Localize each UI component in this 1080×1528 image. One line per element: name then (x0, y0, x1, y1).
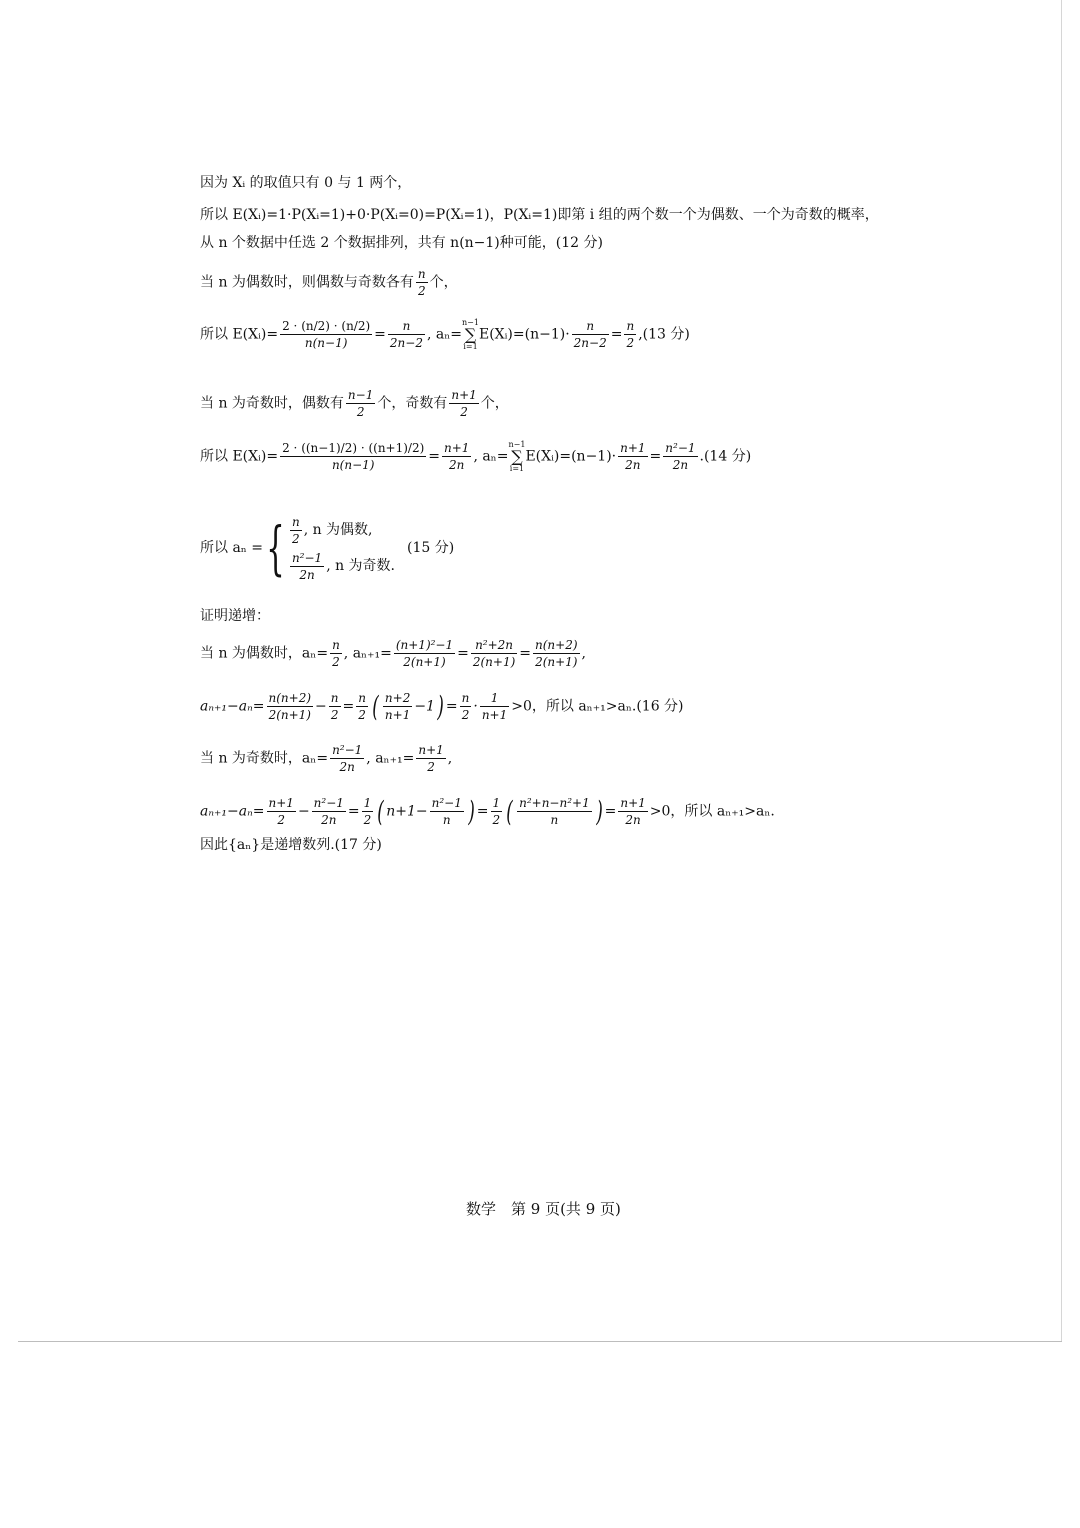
left-brace: { (266, 514, 285, 582)
line-12-text: 当 n 为奇数时，aₙ= (200, 750, 329, 767)
case-odd-frac: $\frac{\text{n²−1}}{2n}$ (291, 550, 323, 582)
line-8-text: 所以 aₙ = (200, 540, 264, 556)
line-3: 从 n 个数据中任选 2 个数据排列，共有 n(n−1)种可能，(12 分) (200, 235, 603, 251)
fraction-np1sq: $\frac{\text{(n+1)²−1}}{2(n+1)}$ (395, 638, 454, 669)
fraction-n-2-e: $\frac{n}{2}$ (358, 691, 366, 722)
line-13-text: aₙ₊₁−aₙ= (200, 803, 265, 820)
line-8-score: (15 分) (407, 540, 455, 556)
line-10-tail: , (581, 645, 586, 662)
case-even: $\frac{n}{2}$ , n 为偶数, (291, 514, 373, 546)
scan-edge-bottom (18, 1341, 1062, 1342)
line-6-tail: 个， (480, 395, 509, 412)
line-4-tail: 个， (429, 274, 458, 291)
fraction-np1-2n-c: $\frac{n+1}{2n}$ (620, 796, 646, 827)
fraction-n2m1-n: $\frac{\text{n²−1}}{n}$ (431, 796, 462, 827)
expectation-even-fraction: $\frac{2 \cdot (n/2) \cdot (n/2)}{n(n-1)}$ (282, 319, 371, 350)
line-5-score: ,(13 分) (638, 326, 690, 343)
fraction-nm1-2: $\frac{n-1}{2}$ (347, 388, 374, 419)
fraction-np1-2-b: $\frac{n+1}{2}$ (418, 743, 444, 774)
fraction-n2m1-2n-b: $\frac{\text{n²−1}}{2n}$ (332, 743, 363, 774)
line-5-an: , aₙ= (426, 326, 463, 343)
line-2: 所以 E(Xᵢ)=1·P(Xᵢ=1)+0·P(Xᵢ=0)=P(Xᵢ=1)，P(Xᵢ=1)即第 i 组的两个数一个为偶数、一个为奇数的概率， (200, 207, 879, 223)
fraction-n-2-b: $\frac{n}{2}$ (626, 319, 635, 350)
line-5-text: 所以 E(Xᵢ)= (200, 326, 279, 343)
page-footer: 数学 第 9 页(共 9 页) (466, 1200, 621, 1218)
piecewise-cases (288, 512, 395, 584)
line-13-tail: >0，所以 aₙ₊₁>aₙ. (649, 803, 775, 820)
line-10: 当 n 为偶数时，aₙ= $\frac{n}{2}$ , aₙ₊₁= $\frac{\text{(n+1)²−1}}{2(n+1)}$ = $\frac{\text{n²+2n}}{2(n+1)}$ = $\frac{n(n+2)}{2(n+1)}$ , (200, 638, 586, 669)
line-4-text: 当 n 为偶数时，则偶数与奇数各有 (200, 274, 414, 291)
fraction-1-2: $\frac{1}{2}$ (363, 796, 372, 827)
fraction-n2m1-2n: $\frac{\text{n²−1}}{2n}$ (665, 441, 696, 472)
fraction-n-2n-2: $\frac{n}{2n-2}$ (389, 319, 423, 350)
line-5-sum-text: E(Xᵢ)=(n−1)· (478, 326, 570, 343)
sum-symbol-2: n−1 ∑ i=1 (508, 439, 526, 473)
line-11-text: aₙ₊₁−aₙ= (200, 698, 265, 715)
line-7-sum-text: E(Xᵢ)=(n−1)· (525, 448, 617, 465)
fraction-n-2: $\frac{n}{2}$ (417, 267, 426, 298)
line-12-mid: , aₙ₊₁= (366, 750, 415, 767)
line-10-mid: , aₙ₊₁= (343, 645, 392, 662)
fraction-nnp2: $\frac{n(n+2)}{2(n+1)}$ (535, 638, 578, 669)
fraction-np2-np1: $\frac{n+2}{n+1}$ (384, 691, 411, 722)
line-12-tail: , (447, 750, 453, 767)
fraction-1-np1: $\frac{1}{n+1}$ (481, 691, 508, 722)
fraction-np1-2n: $\frac{n+1}{2n}$ (444, 441, 470, 472)
line-5: 所以 E(Xᵢ)= $\frac{2 \cdot (n/2) \cdot (n/2)}{n(n-1)}$ = $\frac{n}{2n-2}$ , aₙ=n−1 ∑ i=1E(Xᵢ)=(n−1)· $\frac{n}{2n-2}$ = $\frac{n}{2}$ ,(13 分) (200, 317, 690, 351)
line-13: aₙ₊₁−aₙ= $\frac{n+1}{2}$ − $\frac{\text{n²−1}}{2n}$ = $\frac{1}{2}$ ( n+1− $\frac{\text{n²−1}}{n}$ ) = $\frac{1}{2}$ ( $\frac{\text{n²+n−n²+1}}{n}$ ) = $\frac{n+1}{2n}$ >0，所以 aₙ₊₁>aₙ. (200, 794, 775, 828)
line-11: aₙ₊₁−aₙ= $\frac{n(n+2)}{2(n+1)}$ − $\frac{n}{2}$ = $\frac{n}{2}$ ( $\frac{n+2}{n+1}$ −1) = $\frac{n}{2}$ · $\frac{1}{n+1}$ >0，所以 aₙ₊₁>aₙ.(16 分) (200, 689, 684, 723)
scan-edge-right (1061, 0, 1062, 1342)
line-12 (200, 742, 452, 775)
expectation-odd-fraction: $\frac{2 \cdot ((n-1)/2) \cdot ((n+1)/2)}{n(n-1)}$ (282, 441, 425, 472)
line-6 (200, 387, 509, 420)
line-7-text: 所以 E(Xᵢ)= (200, 448, 279, 465)
fraction-np1-2-c: $\frac{n+1}{2}$ (268, 796, 294, 827)
line-10-text: 当 n 为偶数时，aₙ= (200, 645, 329, 662)
line-7: 所以 E(Xᵢ)= $\frac{2 \cdot ((n-1)/2) \cdot ((n+1)/2)}{n(n-1)}$ = $\frac{n+1}{2n}$ , aₙ=n−1 ∑ i=1E(Xᵢ)=(n−1)· $\frac{n+1}{2n}$ = $\frac{\text{n²−1}}{2n}$ .(14 分) (200, 439, 752, 473)
line-4 (200, 266, 458, 299)
fraction-n-2n-2-b: $\frac{n}{2n-2}$ (573, 319, 607, 350)
fraction-1-2-b: $\frac{1}{2}$ (492, 796, 501, 827)
line-9: 证明递增： (200, 608, 270, 624)
fraction-np1-2: $\frac{n+1}{2}$ (451, 388, 477, 419)
case-even-frac: $\frac{n}{2}$ (291, 514, 300, 546)
line-7-an: , aₙ= (473, 448, 509, 465)
fraction-n2m1-2n-c: $\frac{\text{n²−1}}{2n}$ (313, 796, 344, 827)
line-6-text: 当 n 为奇数时，偶数有 (200, 395, 344, 412)
fraction-np1-2n-b: $\frac{n+1}{2n}$ (620, 441, 646, 472)
fraction-n2pn: $\frac{\text{n²+n−n²+1}}{n}$ (519, 796, 590, 827)
fraction-nnp2-b: $\frac{n(n+2)}{2(n+1)}$ (268, 691, 312, 722)
fraction-n-2-c: $\frac{n}{2}$ (332, 638, 340, 669)
line-14: 因此{aₙ}是递增数列.(17 分) (200, 837, 382, 853)
fraction-n-2-f: $\frac{n}{2}$ (461, 691, 470, 722)
line-8 (200, 512, 454, 584)
line-6-mid: 个，奇数有 (377, 395, 448, 412)
line-1: 因为 Xᵢ 的取值只有 0 与 1 两个， (200, 175, 412, 191)
line-11-tail: >0，所以 aₙ₊₁>aₙ.(16 分) (511, 698, 684, 715)
fraction-n2p2n: $\frac{\text{n²+2n}}{2(n+1)}$ (472, 638, 516, 669)
case-odd: $\frac{\text{n²−1}}{2n}$ , n 为奇数. (291, 550, 396, 582)
fraction-n-2-d: $\frac{n}{2}$ (330, 691, 339, 722)
line-7-score: .(14 分) (699, 448, 752, 465)
sum-symbol: n−1 ∑ i=1 (462, 317, 479, 351)
